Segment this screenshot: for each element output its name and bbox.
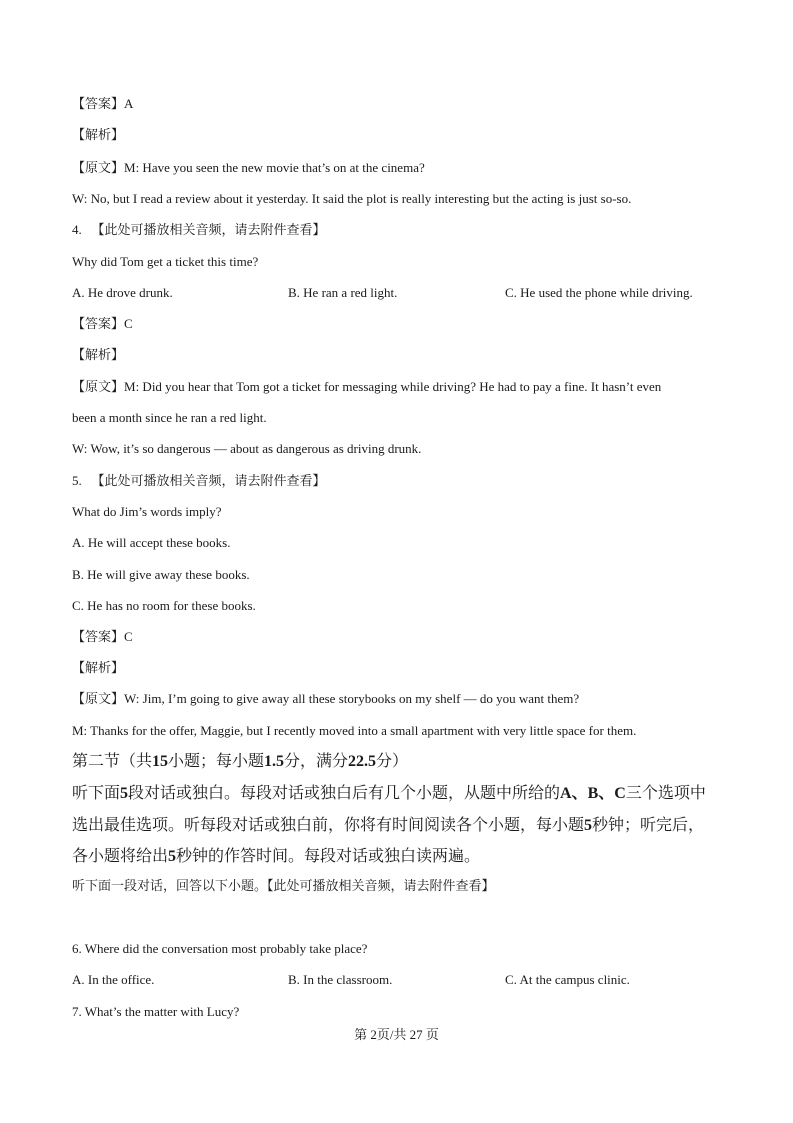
question-number: 5.: [72, 473, 82, 488]
option-a: A. In the office.: [72, 972, 155, 987]
listen-note: 听下面一段对话，回答以下小题。【此处可播放相关音频，请去附件查看】: [72, 878, 495, 893]
answer-value: A: [124, 96, 134, 111]
section-instruction: 听下面5段对话或独白。每段对话或独白后有几个小题，从题中所给的A、B、C三个选项中: [72, 785, 706, 802]
transcript-line: W: No, but I read a review about it yesterday. It said the plot is really interesting but the acting is just so-so.: [72, 191, 632, 206]
transcript-line: W: Wow, it’s so dangerous — about as dangerous as driving drunk.: [72, 441, 422, 456]
answer-tag: 【答案】: [72, 96, 125, 111]
question-text: Why did Tom get a ticket this time?: [72, 254, 259, 269]
answer-line: [72, 315, 133, 333]
option-c: C. At the campus clinic.: [505, 972, 630, 987]
option-c: C. He used the phone while driving.: [505, 285, 693, 300]
transcript-line: been a month since he ran a red light.: [72, 410, 267, 425]
transcript-line: [72, 159, 425, 177]
question-text: 6. Where did the conversation most probably take place?: [72, 941, 368, 956]
option-c: C. He has no room for these books.: [72, 598, 256, 613]
transcript-text: W: Jim, I’m going to give away all these storybooks on my shelf — do you want them?: [124, 691, 580, 706]
section-heading: 第二节（共15小题；每小题1.5分，满分22.5分）: [72, 753, 409, 770]
question-header: [72, 472, 326, 490]
audio-note: 【此处可播放相关音频，请去附件查看】: [91, 473, 326, 488]
answer-tag: 【答案】: [72, 316, 125, 331]
answer-tag: 【答案】: [72, 629, 125, 644]
option-b: B. He ran a red light.: [288, 285, 398, 300]
transcript-text: M: Did you hear that Tom got a ticket for messaging while driving? He had to pay a fine. It hasn’t even: [124, 379, 662, 394]
answer-value: C: [124, 629, 133, 644]
transcript-line: [72, 378, 661, 396]
transcript-text: M: Have you seen the new movie that’s on at the cinema?: [124, 160, 425, 175]
audio-note: 【此处可播放相关音频，请去附件查看】: [91, 222, 326, 237]
page-footer: 第 2页/共 27 页: [354, 1027, 439, 1042]
question-number: 4.: [72, 222, 82, 237]
original-tag: 【原文】: [72, 691, 125, 706]
analysis-tag: 【解析】: [72, 127, 125, 142]
option-b: B. He will give away these books.: [72, 567, 250, 582]
option-a: A. He drove drunk.: [72, 285, 173, 300]
option-b: B. In the classroom.: [288, 972, 393, 987]
question-text: 7. What’s the matter with Lucy?: [72, 1004, 240, 1019]
analysis-tag: 【解析】: [72, 660, 125, 675]
answer-line: [72, 628, 133, 646]
original-tag: 【原文】: [72, 160, 125, 175]
question-header: [72, 221, 326, 239]
original-tag: 【原文】: [72, 379, 125, 394]
section-instruction: 各小题将给出5秒钟的作答时间。每段对话或独白读两遍。: [72, 848, 481, 865]
question-text: What do Jim’s words imply?: [72, 504, 222, 519]
answer-line: [72, 95, 133, 113]
option-a: A. He will accept these books.: [72, 535, 231, 550]
transcript-line: [72, 690, 579, 708]
answer-value: C: [124, 316, 133, 331]
section-instruction: 选出最佳选项。听每段对话或独白前，你将有时间阅读各个小题，每小题5秒钟；听完后，: [72, 817, 705, 834]
analysis-tag: 【解析】: [72, 347, 125, 362]
transcript-line: M: Thanks for the offer, Maggie, but I recently moved into a small apartment with very little space for them.: [72, 723, 637, 738]
